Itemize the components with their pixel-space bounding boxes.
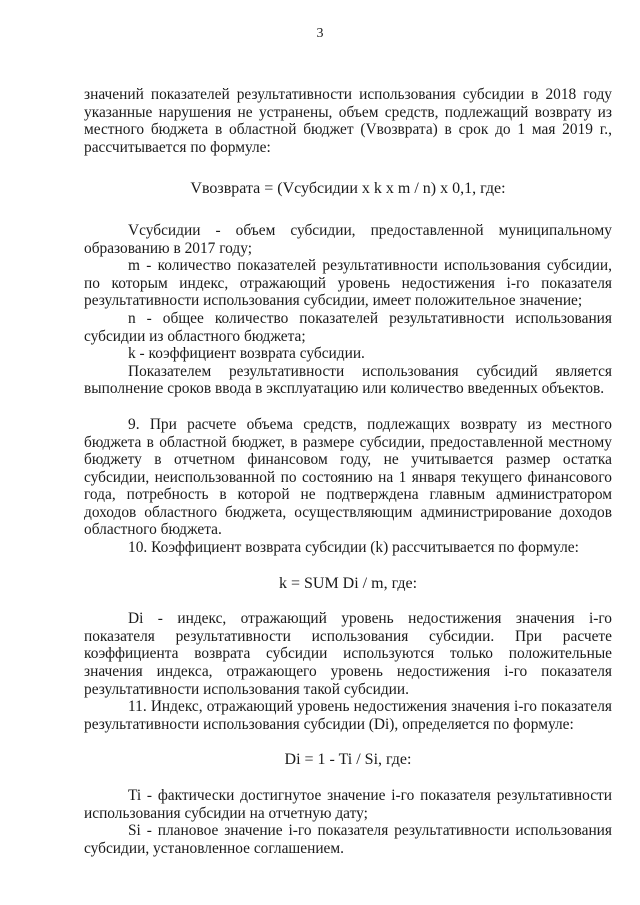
paragraph-item-10: 10. Коэффициент возврата субсидии (k) рассчитывается по формуле: <box>128 539 579 557</box>
formula-return-volume: Vвозврата = (Vсубсидии x k x m / n) x 0,1, где: <box>190 180 506 198</box>
definition-k: k - коэффициент возврата субсидии. <box>128 345 365 363</box>
paragraph-item-9: 9. При расчете объема средств, подлежащих возврату из местного бюджета в областной бюджет, в размере субсидии, предоставленной местному бюджету в отчетном финансовом году, не учитывается размер остатка субсидии, неиспользованной по состоянию на 1 января текущего финансового года, потребность в которой не подтверждена главным администратором доходов областного бюджета, осуществляющим администрирование доходов областного бюджета. <box>84 415 612 539</box>
paragraph-intro: значений показателей результативности использования субсидии в 2018 году указанные нарушения не устранены, объем средств, подлежащий возврату из местного бюджета в областной бюджет (Vвозврата) в срок до 1 мая 2019 г., рассчитывается по формуле: <box>84 86 612 156</box>
definition-ti: Ti - фактически достигнутое значение i-го показателя результативности использования субсидии на отчетную дату; <box>84 787 612 822</box>
document-body <box>84 86 612 857</box>
definition-m: m - количество показателей результативности использования субсидии, по которым индекс, отражающий уровень недостижения i-го показателя результативности использования субсидии, имеет положительное значение; <box>84 257 612 310</box>
definition-v-subsidy: Vсубсидии - объем субсидии, предоставленной муниципальному образованию в 2017 году; <box>84 221 612 257</box>
page-number: 3 <box>316 26 324 41</box>
definition-di: Di - индекс, отражающий уровень недостижения значения i-го показателя результативности использования субсидии. При расчете коэффициента возврата субсидии используются только положительные значения индекса, отражающего уровень недостижения i-го показателя результативности использования такой субсидии. <box>84 610 612 698</box>
definition-n: n - общее количество показателей результативности использования субсидии из областного бюджета; <box>84 309 612 345</box>
paragraph-item-11: 11. Индекс, отражающий уровень недостижения значения i-го показателя результативности использования субсидии (Di), определяется по формуле: <box>84 698 612 733</box>
paragraph-performance-indicator: Показателем результативности использования субсидий является выполнение сроков ввода в эксплуатацию или количество введенных объектов. <box>84 362 612 398</box>
formula-di: Di = 1 - Ti / Si, где: <box>284 751 412 769</box>
formula-k: k = SUM Di / m, где: <box>278 574 418 592</box>
definition-si: Si - плановое значение i-го показателя результативности использования субсидии, установленное соглашением. <box>84 822 612 857</box>
